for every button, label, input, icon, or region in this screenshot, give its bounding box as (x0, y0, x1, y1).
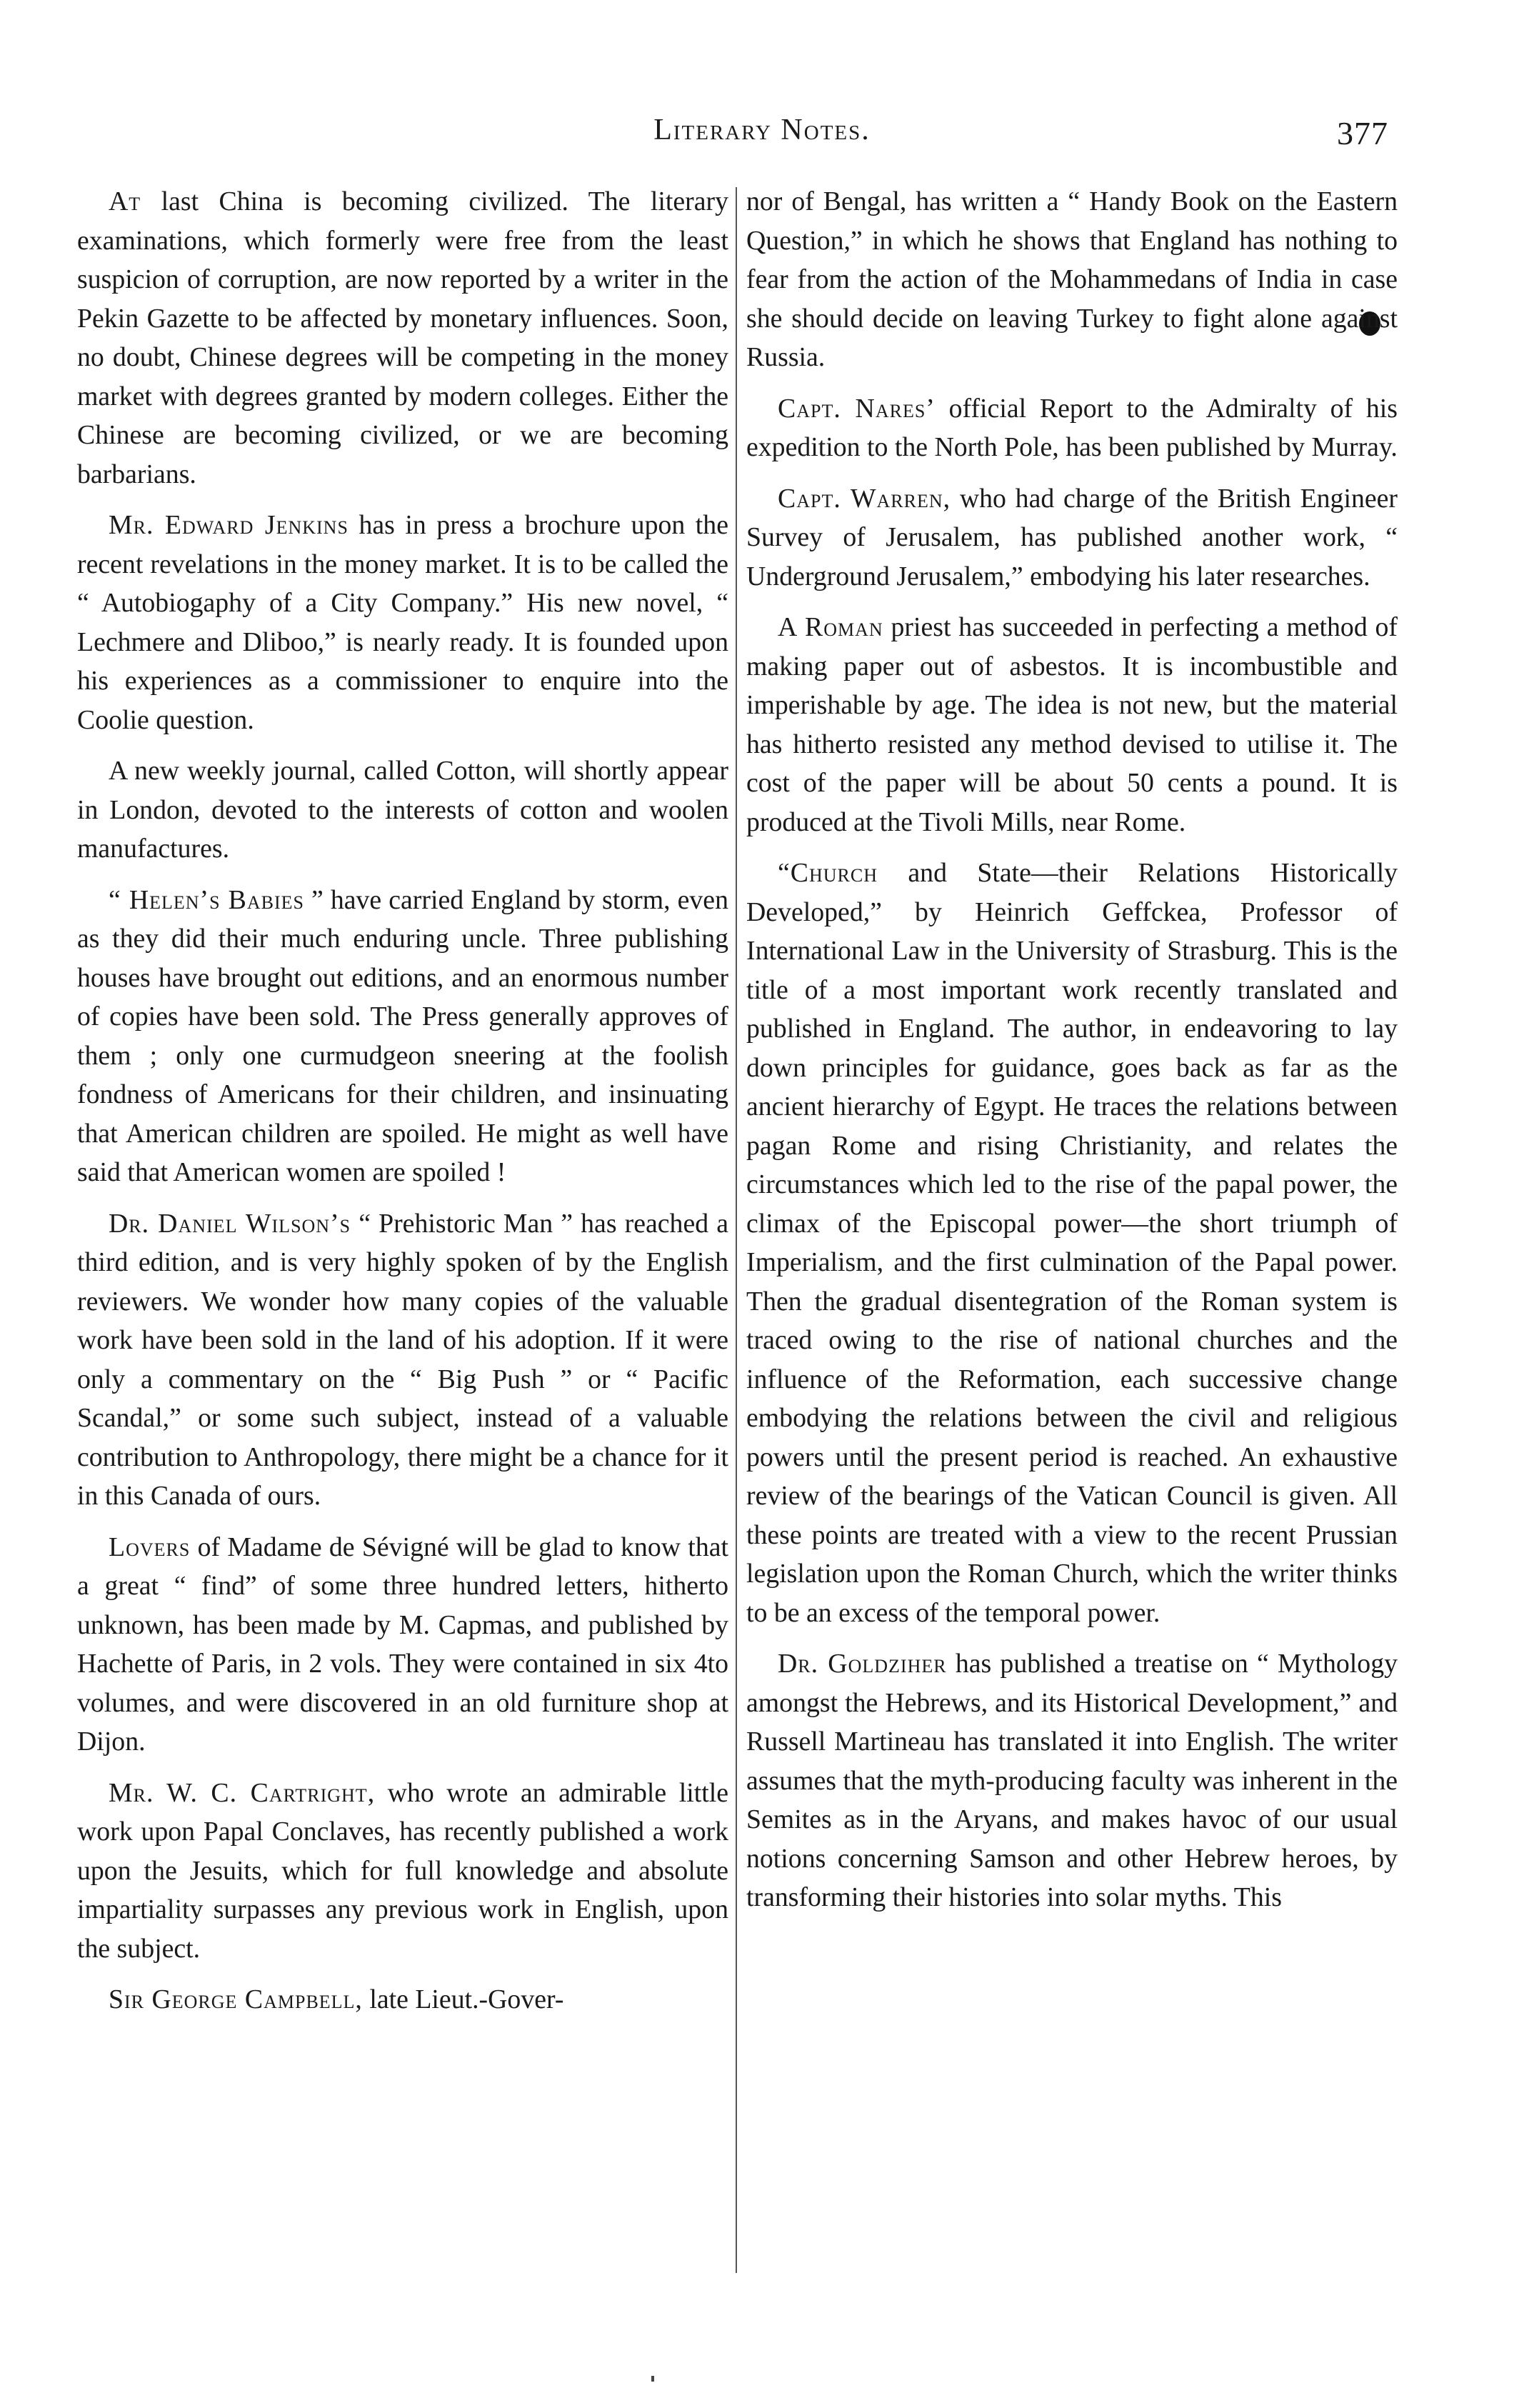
note-text: who wrote an admirable little work upon Papal Conclaves, has recently published a work upon the Jesuits, which for full knowledge and absolute impartiality surpasses any previous work in English, upon the subject. (77, 1777, 728, 1964)
note-nares (746, 389, 1398, 467)
note-lead: “Church (778, 858, 878, 888)
note-cotton (77, 751, 728, 869)
note-china (77, 182, 728, 494)
note-roman-priest (746, 608, 1398, 841)
note-text: last China is becoming civilized. The literary examinations, which formerly were free from the least suspicion of corruption, are now reported by a writer in the Pekin Gazette to be affected by monetary influences. Soon, no doubt, Chinese degrees will be competing in the money market with degrees granted by modern colleges. Either the Chinese are becoming civilized, or we are becoming barbarians. (77, 186, 728, 489)
page-number: 377 (1337, 115, 1388, 151)
note-lead: Dr. Goldziher (778, 1649, 947, 1679)
note-lead: Mr. Edward Jenkins (109, 510, 349, 540)
note-lead: Dr. Daniel Wilson’s (109, 1208, 351, 1239)
note-text: “ Prehistoric Man ” has reached a third edition, and is very highly spoken of by the English reviewers. We wonder how many copies of the valuable work have been sold in the land of his adoption. If it were only a commentary on the “ Big Push ” or “ Pacific Scandal,” or some such subject, instead of a valuable contribution to Anthropology, there might be a chance for it in this Canada of ours. (77, 1208, 728, 1511)
note-text: late Lieut.-Gover- (362, 1984, 564, 2014)
note-lead: Capt. Warren, (778, 483, 951, 514)
left-column (77, 182, 728, 2032)
note-text: nor of Bengal, has written a “ Handy Book on the Eastern Question,” in which he shows that England has nothing to fear from the action of the Mohammedans of India in case she should decide on leaving Turkey to fight alone against Russia. (746, 186, 1398, 372)
note-lead: Capt. Nares’ (778, 393, 936, 424)
print-speck (651, 2376, 654, 2382)
note-text: of Madame de Sévigné will be glad to know that a great “ find” of some three hundred letters, hitherto unknown, has been made by M. Capmas, and published by Hachette of Paris, in 2 vols. They were contained in six 4to volumes, and were discovered in an old furniture shop at Dijon. (77, 1532, 728, 1757)
note-text: priest has succeeded in perfecting a method of making paper out of asbestos. It is incombustible and imperishable by age. The idea is not new, but the material has hitherto resisted any method devised to utilise it. The cost of the paper will be about 50 cents a pound. It is produced at the Tivoli Mills, near Rome. (746, 612, 1398, 837)
note-lead: A Roman (778, 612, 883, 642)
note-lead: At (109, 186, 141, 216)
note-campbell (77, 1980, 728, 2019)
note-goldziher (746, 1644, 1398, 1917)
note-helens-babies (77, 881, 728, 1192)
note-sevigne (77, 1528, 728, 1762)
note-campbell-continued (746, 182, 1398, 377)
note-text: who had charge of the British Engineer Survey of Jerusalem, has published another work, “ Underground Jerusalem,” embodying his later researches. (746, 483, 1398, 591)
note-text: and State—their Relations Historically Developed,” by Heinrich Geffckea, Professor of International Law in the University of Strasburg. This is the title of a most important work recently translated and published in England. The author, in endeavoring to lay down principles for guidance, goes back as far as the ancient hierarchy of Egypt. He traces the relations between pagan Rome and rising Christianity, and relates the circumstances which led to the rise of the papal power, the climax of the Episcopal power—the short triumph of Imperialism, and the first culmination of the Papal power. Then the gradual disentegration of the Roman system is traced owing to the rise of national churches and the influence of the Reformation, each successive change embodying the relations between the civil and religious powers until the present period is reached. An exhaustive review of the bearings of the Vatican Council is given. All these points are treated with a view to the recent Prussian legislation upon the Roman Church, which the writer thinks to be an excess of the temporal power. (746, 858, 1398, 1628)
note-lead: “ Helen’s Babies (109, 884, 304, 915)
note-warren (746, 479, 1398, 596)
note-jenkins (77, 506, 728, 739)
note-text: A new weekly journal, called Cotton, will shortly appear in London, devoted to the interests of cotton and woolen manufactures. (77, 756, 728, 864)
right-column (746, 182, 1398, 1929)
note-cartright (77, 1774, 728, 1969)
note-lead: Sir George Campbell, (109, 1984, 363, 2014)
page-header (0, 107, 1524, 157)
note-lead: Lovers (109, 1532, 191, 1562)
note-text: has in press a brochure upon the recent revelations in the money market. It is to be called the “ Autobiogaphy of a City Company.” His new novel, “ Lechmere and Dliboo,” is nearly ready. It is founded upon his experiences as a commissioner to enquire into the Coolie question. (77, 510, 728, 735)
note-church-state (746, 854, 1398, 1632)
note-text: has published a treatise on “ Mythology amongst the Hebrews, and its Historical Development,” and Russell Martineau has translated it into English. The writer assumes that the myth-producing faculty was inherent in the Semites as in the Aryans, and makes havoc of our usual notions concerning Samson and other Hebrew heroes, by transforming their histories into solar myths. This (746, 1649, 1398, 1912)
note-text: official Report to the Admiralty of his expedition to the North Pole, has been published by Murray. (746, 393, 1398, 462)
running-head: Literary Notes. (653, 114, 871, 146)
note-text: ” have carried England by storm, even as they did their much enduring uncle. Three publishing houses have brought out editions, and an enormous number of copies have been sold. The Press generally approves of them ; only one curmudgeon sneering at the foolish fondness of Americans for their children, and insinuating that American children are spoiled. He might as well have said that American women are spoiled ! (77, 884, 728, 1187)
note-wilson (77, 1204, 728, 1516)
column-divider (736, 187, 737, 2273)
note-lead: Mr. W. C. Cartright, (109, 1777, 376, 1808)
